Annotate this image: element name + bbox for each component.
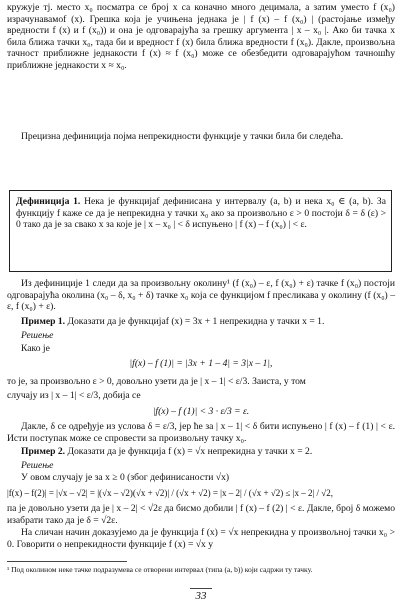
page-number: 33	[195, 590, 207, 602]
footnote-rule	[7, 561, 127, 562]
example-1-label: Пример 1.	[21, 316, 66, 327]
equation-ex1-1: |f(x) – f (1)| = |3x + 1 – 4| = 3|x – 1|,	[129, 358, 273, 369]
paragraph-precise-definition: Прецизна дефиниција појма непрекидности функције у тачки била би следећа.	[21, 131, 344, 142]
page-number-rule	[190, 588, 212, 589]
paragraph-intro: кружује тј. место x₀ посматра се број x са коначно много децимала, а затим уместо f (x₀) израчунавамоf (x). Грешка која је учињена једнака је | f (x) – f (x₀) | (растојање између вредности f (x) и f (x₀)) и она је одговарајућа за грешку аргумента | x – x₀ |. Ако би тачка x била ближа тачки x₀, тада би и вредност f (x) била ближа вредности f (x₀). Дакле, произвољна тачност приближне једнакости f (x) ≈ f (x₀) може се обезбедити одговарајућом тачношћу приближне једнакости x ≈ x₀.	[7, 2, 395, 71]
paragraph-neighborhood: Из дефиниције 1 следи да за произвољну околину¹ (f (x₀) – ε, f (x₀) + ε) тачке f (x₀) постоји одговарајућа околина (x₀ – δ, x₀ + δ) тачке x₀ која се функцијом f пресликава у околину (f (x₀) – ε, f (x₀) + ε).	[7, 278, 395, 313]
page-number-area	[0, 588, 402, 602]
example-1-kako: Како је	[21, 343, 50, 354]
definition-1	[16, 196, 386, 231]
example-1-paragraph-a: то је, за произвољно ε > 0, довољно узети да је | x – 1| < ε/3. Заиста, у том	[7, 376, 306, 387]
example-1-paragraph-b: случају из | x – 1| < ε/3, добија се	[7, 390, 141, 401]
example-2-text: Доказати да је функција f (x) = √x непрекидна у тачки x = 2.	[67, 446, 313, 457]
definition-box	[9, 190, 392, 272]
solution-heading-2: Решење	[21, 460, 54, 471]
solution-heading-1: Решење	[21, 330, 54, 341]
example-2-paragraph-b: На сличан начин доказујемо да је функција f (x) = √x непрекидна у произвољној тачки x₀ > 0. Говорити о непрекидности функције f (x) = √x у	[7, 527, 395, 550]
example-2-label: Пример 2.	[21, 446, 66, 457]
example-2-paragraph-a: па је довољно узети да је | x – 2| < √2ε да бисмо добили | f (x) – f (2) | < ε. Дакле, број δ можемо изабрати тако да је δ = √2ε.	[7, 503, 395, 526]
definition-label: Дефиниција 1.	[16, 196, 81, 207]
example-2-statement	[7, 446, 395, 458]
footnote: ¹ Под околином неке тачке подразумева се отворени интервал (типа (a, b)) који садржи ту тачку.	[7, 565, 313, 574]
definition-text: Нека је функцијаf дефинисана у интервалу (a, b) и нека x₀ ∈ (a, b). За функцију f каже се да је непрекидна у тачки x₀ ако за произвољно ε > 0 постоји δ = δ (ε) > 0 тако да је за свако x за које је | x – x₀ | < δ испуњено | f (x) – f (x₀) | < ε.	[16, 196, 386, 231]
example-1-text: Доказати да је функцијаf (x) = 3x + 1 непрекидна у тачки x = 1.	[67, 316, 325, 327]
example-2-intro: У овом случају је за x ≥ 0 (због дефинисаности √x)	[21, 472, 230, 483]
example-1-paragraph-c: Дакле, δ се одређује из услова δ = ε/3, јер ће за | x – 1| < δ бити испуњено | f (x) – f (1) | < ε. Исти поступак може се спровести за произвољну тачку x₀.	[7, 421, 395, 444]
equation-ex1-2: |f(x) – f (1)| < 3 · ε/3 = ε.	[152, 406, 250, 417]
equation-ex2: |f(x) – f(2)| = |√x – √2| = |(√x – √2)(√x + √2)| / (√x + √2) = |x – 2| / (√x + √2) ≤ |x – 2| / √2,	[7, 488, 333, 498]
example-1-statement	[7, 316, 395, 328]
